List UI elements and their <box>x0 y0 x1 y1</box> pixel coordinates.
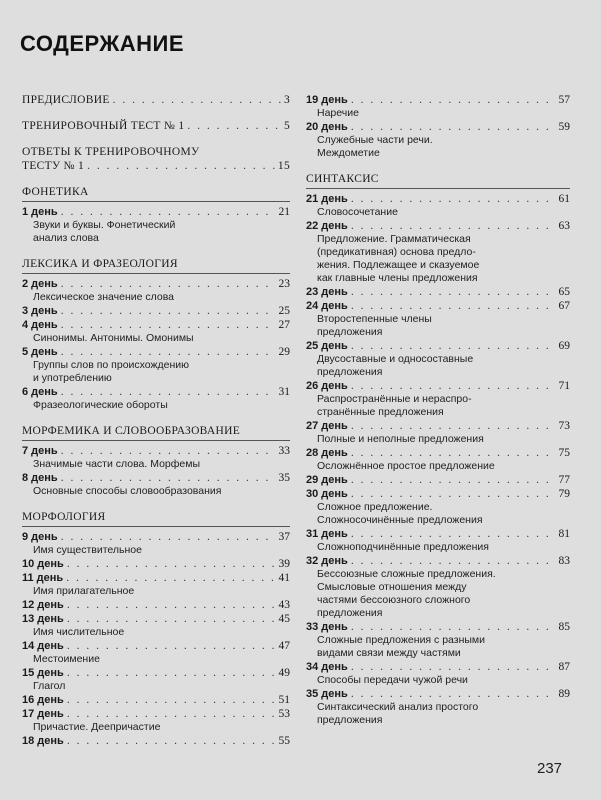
toc-day-topic: Двусоставные и односоставные предложения <box>317 353 474 378</box>
toc-day-topic: Лексическое значение слова <box>33 291 175 303</box>
toc-day-topic: Словосочетание <box>317 206 398 218</box>
toc-entry-page: 15 <box>277 160 290 172</box>
toc-day-7[interactable]: 7 день . . . 33 <box>22 444 290 458</box>
toc-day-8[interactable]: 8 день . . . 35 <box>22 471 290 485</box>
toc-day-topic: Синтаксический анализ простого предложения <box>317 701 479 726</box>
toc-day-4[interactable]: 4 день . . . 27 <box>22 318 290 332</box>
toc-entry-answers-line1[interactable] <box>22 145 290 159</box>
toc-day-22[interactable]: 22 день . . . 63 <box>306 219 570 233</box>
toc-day-topic: Основные способы словообразования <box>33 485 222 497</box>
toc-day-34[interactable]: 34 день . . . 87 <box>306 660 570 674</box>
section-heading-lexis: ЛЕКСИКА И ФРАЗЕОЛОГИЯ <box>22 257 290 274</box>
toc-entry-answers[interactable] <box>22 159 290 173</box>
toc-day-11[interactable]: 11 день . . . 41 <box>22 571 290 585</box>
toc-day-9[interactable]: 9 день . . . 37 <box>22 530 290 544</box>
toc-day-25[interactable]: 25 день . . . 69 <box>306 339 570 353</box>
toc-day-30[interactable]: 30 день . . . 79 <box>306 487 570 501</box>
toc-day-32[interactable]: 32 день . . . 83 <box>306 554 570 568</box>
toc-day-5[interactable]: 5 день . . . 29 <box>22 345 290 359</box>
toc-day-topic: Значимые части слова. Морфемы <box>33 458 201 470</box>
toc-day-topic: Звуки и буквы. Фонетический анализ слова <box>33 219 176 244</box>
toc-day-23[interactable]: 23 день . . . 65 <box>306 285 570 299</box>
toc-day-topic: Наречие <box>317 107 359 119</box>
toc-day-10[interactable]: 10 день . . . 39 <box>22 557 290 571</box>
toc-day-topic: Бессоюзные сложные предложения. Смысловые отношения между частями бессоюзного сложного предложения <box>317 568 496 619</box>
toc-day-27[interactable]: 27 день . . . 73 <box>306 419 570 433</box>
toc-day-29[interactable]: 29 день . . . 77 <box>306 473 570 487</box>
toc-day-2[interactable]: 2 день . . . 23 <box>22 277 290 291</box>
toc-day-1[interactable]: 1 день . . . 21 <box>22 205 290 219</box>
toc-entry-page: 3 <box>283 94 290 106</box>
page-title: СОДЕРЖАНИЕ <box>20 31 185 56</box>
toc-day-31[interactable]: 31 день . . . 81 <box>306 527 570 541</box>
toc-entry-label: ТРЕНИРОВОЧНЫЙ ТЕСТ № 1 <box>22 120 185 132</box>
toc-left-column <box>22 93 290 748</box>
toc-entry-label: ПРЕДИСЛОВИЕ <box>22 94 110 106</box>
toc-day-topic: Группы слов по происхождению и употреблению <box>33 359 190 384</box>
toc-day-topic: Имя существительное <box>33 544 142 556</box>
toc-day-6[interactable]: 6 день . . . 31 <box>22 385 290 399</box>
section-heading-morphology: МОРФОЛОГИЯ <box>22 510 290 527</box>
toc-day-16[interactable]: 16 день . . . 51 <box>22 693 290 707</box>
toc-day-topic: Распространённые и нераспро- странённые предложения <box>317 393 472 418</box>
toc-day-topic: Полные и неполные предложения <box>317 433 484 445</box>
toc-day-topic: Синонимы. Антонимы. Омонимы <box>33 332 194 344</box>
section-heading-phonetics: ФОНЕТИКА <box>22 185 290 202</box>
toc-day-topic: Сложные предложения с разными видами связи между частями <box>317 634 486 659</box>
toc-entry-label: ТЕСТУ № 1 <box>22 160 85 172</box>
toc-day-topic: Фразеологические обороты <box>33 399 168 411</box>
toc-day-topic: Второстепенные члены предложения <box>317 313 432 338</box>
toc-day-topic: Служебные части речи. Междометие <box>317 134 433 159</box>
toc-entry-page: 5 <box>283 120 290 132</box>
toc-day-topic: Имя прилагательное <box>33 585 135 597</box>
toc-day-12[interactable]: 12 день . . . 43 <box>22 598 290 612</box>
section-heading-syntax: СИНТАКСИС <box>306 172 570 189</box>
toc-day-15[interactable]: 15 день . . . 49 <box>22 666 290 680</box>
toc-right-column <box>306 93 570 727</box>
page-number: 237 <box>537 760 563 777</box>
toc-day-topic: Сложноподчинённые предложения <box>317 541 489 553</box>
toc-day-20[interactable]: 20 день . . . 59 <box>306 120 570 134</box>
toc-day-13[interactable]: 13 день . . . 45 <box>22 612 290 626</box>
toc-day-topic: Причастие. Деепричастие <box>33 721 161 733</box>
toc-day-17[interactable]: 17 день . . . 53 <box>22 707 290 721</box>
toc-day-26[interactable]: 26 день . . . 71 <box>306 379 570 393</box>
toc-day-24[interactable]: 24 день . . . 67 <box>306 299 570 313</box>
toc-day-topic: Глагол <box>33 680 66 692</box>
toc-day-35[interactable]: 35 день . . . 89 <box>306 687 570 701</box>
toc-day-33[interactable]: 33 день . . . 85 <box>306 620 570 634</box>
toc-day-28[interactable]: 28 день . . . 75 <box>306 446 570 460</box>
toc-day-18[interactable]: 18 день . . . 55 <box>22 734 290 748</box>
toc-day-topic: Имя числительное <box>33 626 125 638</box>
toc-day-19[interactable]: 19 день . . . 57 <box>306 93 570 107</box>
toc-day-topic: Сложное предложение. Сложносочинённые предложения <box>317 501 483 526</box>
toc-day-topic: Способы передачи чужой речи <box>317 674 468 686</box>
toc-entry-label: ОТВЕТЫ К ТРЕНИРОВОЧНОМУ <box>22 146 200 158</box>
toc-day-topic: Предложение. Грамматическая (предикативная) основа предло- жения. Подлежащее и сказуемое как главные члены предложения <box>317 233 480 284</box>
toc-day-21[interactable]: 21 день . . . 61 <box>306 192 570 206</box>
section-heading-morphemics: МОРФЕМИКА И СЛОВООБРАЗОВАНИЕ <box>22 424 290 441</box>
toc-day-topic: Местоимение <box>33 653 100 665</box>
toc-entry-test[interactable] <box>22 119 290 133</box>
toc-day-3[interactable]: 3 день . . . 25 <box>22 304 290 318</box>
toc-entry-preface[interactable] <box>22 93 290 107</box>
toc-day-14[interactable]: 14 день . . . 47 <box>22 639 290 653</box>
toc-day-topic: Осложнённое простое предложение <box>317 460 495 472</box>
